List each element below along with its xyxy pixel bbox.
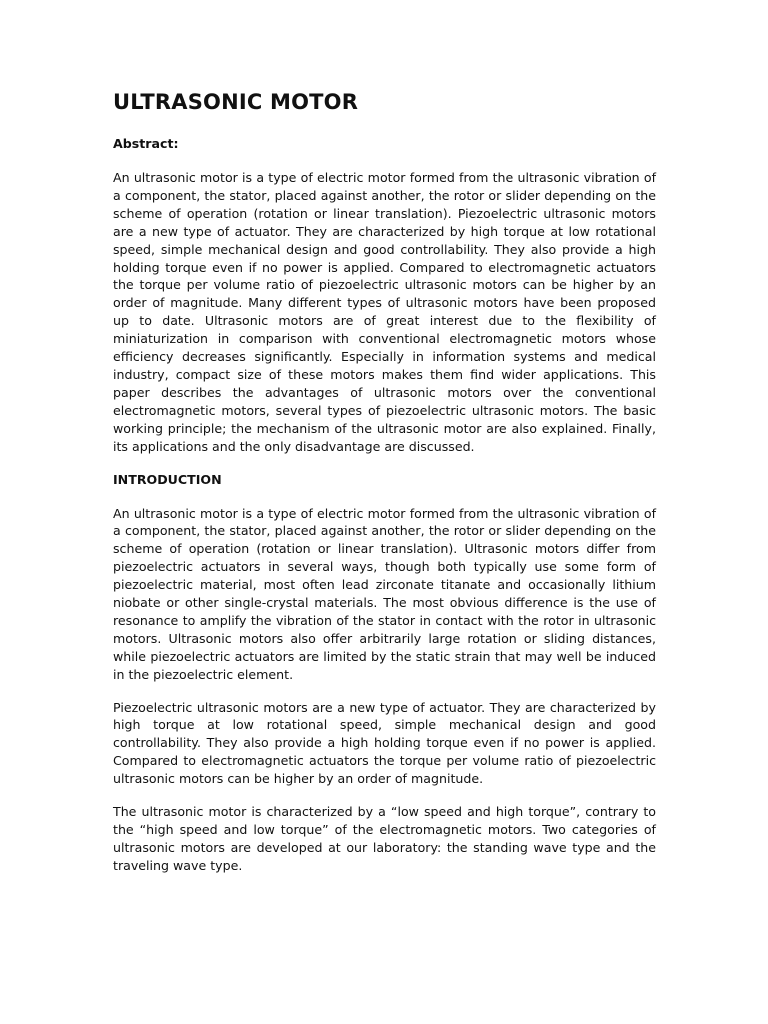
abstract-paragraph: An ultrasonic motor is a type of electric motor formed from the ultrasonic vibration of a component, the stator, placed against another, the rotor or slider depending on the scheme of operation (rotation or linear translation). Piezoelectric ultrasonic motors are a new type of actuator. They are characterized by high torque at low rotational speed, simple mechanical design and good controllability. They also provide a high holding torque even if no power is applied. Compared to electromagnetic actuators the torque per volume ratio of piezoelectric ultrasonic motors can be higher by an order of magnitude. Many different types of ultrasonic motors have been proposed up to date. Ultrasonic motors are of great interest due to the flexibility of miniaturization in comparison with conventional electromagnetic motors whose efficiency decreases significantly. Especially in information systems and medical industry, compact size of these motors makes them find wider applications. This paper describes the advantages of ultrasonic motors over the conventional electromagnetic motors, several types of piezoelectric ultrasonic motors. The basic working principle; the mechanism of the ultrasonic motor are also explained. Finally, its applications and the only disadvantage are discussed.	[113, 170, 656, 454]
introduction-heading: INTRODUCTION	[113, 471, 222, 487]
abstract-heading: Abstract:	[113, 136, 179, 151]
introduction-paragraph-1: An ultrasonic motor is a type of electric motor formed from the ultrasonic vibration of a component, the stator, placed against another, the rotor or slider depending on the scheme of operation (rotation or linear translation). Ultrasonic motors differ from piezoelectric actuators in several ways, though both typically use some form of piezoelectric material, most often lead zirconate titanate and occasionally lithium niobate or other single-crystal materials. The most obvious difference is the use of resonance to amplify the vibration of the stator in contact with the rotor in ultrasonic motors. Ultrasonic motors also offer arbitrarily large rotation or sliding distances, while piezoelectric actuators are limited by the static strain that may well be induced in the piezoelectric element.	[113, 505, 656, 682]
document-page	[113, 88, 656, 890]
introduction-paragraph-2: Piezoelectric ultrasonic motors are a new type of actuator. They are characterized by high torque at low rotational speed, simple mechanical design and good controllability. They also provide a high holding torque even if no power is applied. Compared to electromagnetic actuators the torque per volume ratio of piezoelectric ultrasonic motors can be higher by an order of magnitude.	[113, 699, 656, 787]
introduction-paragraph-3: The ultrasonic motor is characterized by a “low speed and high torque”, contrary to the “high speed and low torque” of the electromagnetic motors. Two categories of ultrasonic motors are developed at our laboratory: the standing wave type and the traveling wave type.	[113, 804, 656, 873]
document-title: ULTRASONIC MOTOR	[113, 90, 359, 114]
